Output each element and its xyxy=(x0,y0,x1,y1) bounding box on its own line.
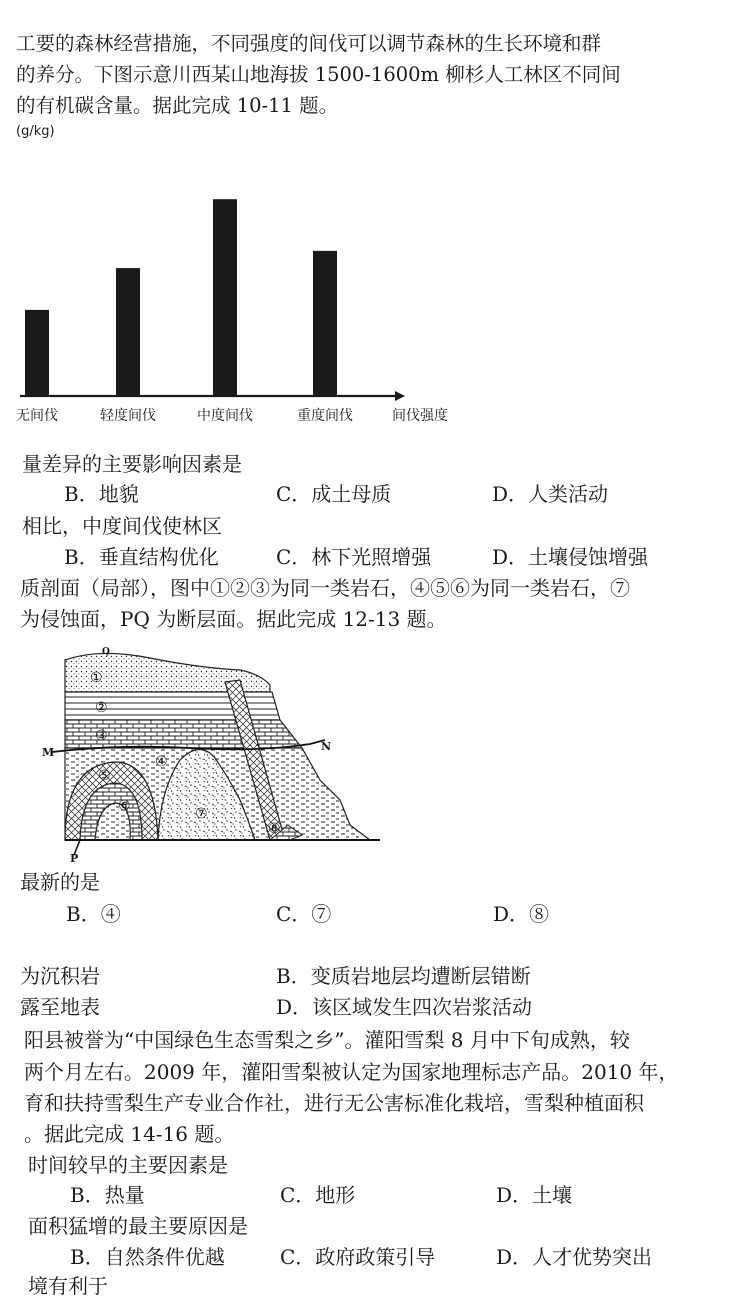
label-n: N xyxy=(321,740,332,753)
label-m: M xyxy=(42,746,55,759)
q11-option-c[interactable]: C．林下光照增强 xyxy=(276,545,432,569)
q13-row2-left: 露至地表 xyxy=(20,995,100,1019)
intro3-line2: 两个月左右。2009 年，灌阳雪梨被认定为国家地理标志产品。2010 年， xyxy=(24,1060,679,1084)
category-label-1: 无间伐 xyxy=(16,408,58,424)
q12-option-d[interactable]: D．⑧ xyxy=(493,902,550,926)
bar-group xyxy=(25,199,337,396)
q12-option-c[interactable]: C．⑦ xyxy=(276,902,332,926)
q11-option-d[interactable]: D．土壤侵蚀增强 xyxy=(492,545,649,569)
bar-3 xyxy=(213,199,237,396)
label-q: Q xyxy=(102,647,110,657)
q13-row1-left: 为沉积岩 xyxy=(20,964,100,988)
q15-stem: 面积猛增的最主要原因是 xyxy=(28,1214,248,1238)
label-layer-6: ⑥ xyxy=(118,798,131,814)
intro2-line1: 质剖面（局部），图中①②③为同一类岩石，④⑤⑥为同一类岩石，⑦ xyxy=(20,576,630,600)
bar-1 xyxy=(25,310,49,396)
label-layer-7: ⑦ xyxy=(195,806,208,822)
bar-4 xyxy=(313,251,337,396)
intro3-line1: 阳县被誉为“中国绿色生态雪梨之乡”。灌阳雪梨 8 月中下旬成熟，较 xyxy=(24,1028,630,1052)
label-layer-8: ⑧ xyxy=(268,821,281,837)
q10-option-d[interactable]: D．人类活动 xyxy=(492,482,609,506)
q12-stem: 最新的是 xyxy=(20,870,100,894)
q15-option-b[interactable]: B．自然条件优越 xyxy=(70,1245,225,1269)
q11-stem: 相比，中度间伐使林区 xyxy=(22,514,222,538)
bar-2 xyxy=(116,268,140,396)
q13-option-b[interactable]: B．变质岩地层均遭断层错断 xyxy=(276,964,531,988)
x-axis-label: 间伐强度 xyxy=(392,408,448,424)
q16-stem: 境有利于 xyxy=(28,1274,108,1298)
intro2-line2: 为侵蚀面，PQ 为断层面。据此完成 12-13 题。 xyxy=(20,607,447,631)
category-label-2: 轻度间伐 xyxy=(100,408,156,424)
q10-option-c[interactable]: C．成土母质 xyxy=(276,482,392,506)
q15-option-d[interactable]: D．人才优势突出 xyxy=(496,1245,653,1269)
label-layer-3: ③ xyxy=(95,728,108,744)
y-unit-label: (g/kg) xyxy=(16,124,55,139)
x-axis-arrow xyxy=(395,391,405,401)
intro1-line3: 的有机碳含量。据此完成 10-11 题。 xyxy=(16,94,339,117)
intro1-line2: 的养分。下图示意川西某山地海拔 1500-1600m 柳杉人工林区不同间 xyxy=(16,63,621,86)
q14-option-b[interactable]: B．热量 xyxy=(70,1183,145,1207)
label-p: P xyxy=(70,852,79,865)
q11-option-b[interactable]: B．垂直结构优化 xyxy=(64,545,219,569)
category-labels xyxy=(16,407,353,424)
intro3-line4: 。据此完成 14-16 题。 xyxy=(24,1122,235,1146)
q14-option-d[interactable]: D．土壤 xyxy=(496,1183,573,1207)
q12-option-b[interactable]: B．④ xyxy=(66,902,121,926)
geologic-cross-section xyxy=(40,640,390,865)
q10-option-b[interactable]: B．地貌 xyxy=(64,482,139,506)
intro3-line3: 育和扶持雪梨生产专业合作社，进行无公害标准化栽培，雪梨种植面积 xyxy=(24,1091,644,1115)
q10-stem: 量差异的主要影响因素是 xyxy=(22,452,242,476)
intro1-line1: 工要的森林经营措施，不同强度的间伐可以调节森林的生长环境和群 xyxy=(16,32,602,55)
label-layer-1: ① xyxy=(90,670,103,686)
q14-stem: 时间较早的主要因素是 xyxy=(28,1153,228,1177)
q13-option-d[interactable]: D．该区域发生四次岩浆活动 xyxy=(276,995,533,1019)
label-layer-5: ⑤ xyxy=(98,768,111,784)
organic-carbon-bar-chart xyxy=(0,120,480,430)
category-label-4: 重度间伐 xyxy=(297,408,353,424)
category-label-3: 中度间伐 xyxy=(197,408,253,424)
label-layer-2: ② xyxy=(95,700,108,716)
q15-option-c[interactable]: C．政府政策引导 xyxy=(280,1245,436,1269)
q14-option-c[interactable]: C．地形 xyxy=(280,1183,356,1207)
label-layer-4: ④ xyxy=(155,754,168,770)
